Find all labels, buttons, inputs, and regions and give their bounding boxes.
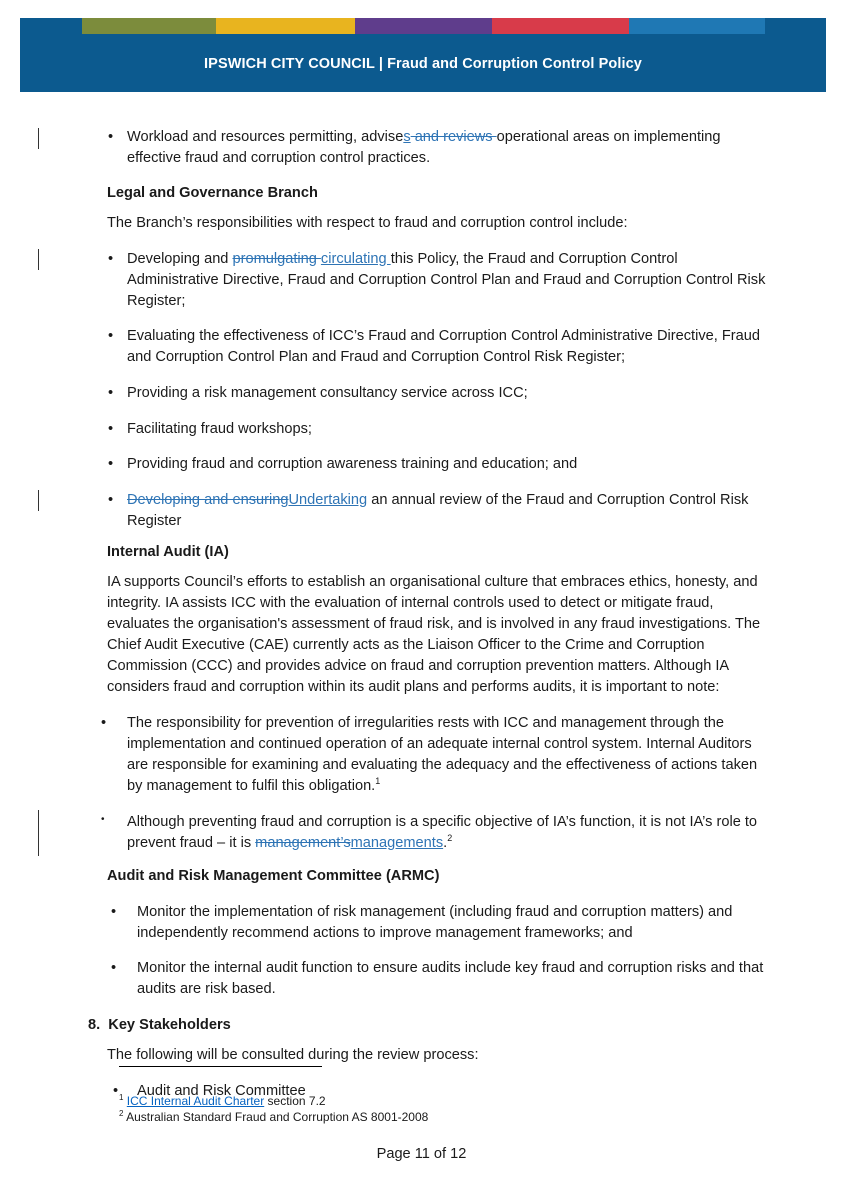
bullet-icon: • [101,714,107,731]
bullet-icon: • [108,250,114,267]
armc-bullet-2: • Monitor the internal audit function to ensure audits include key fraud and corruption risks and that audits are risk based. [111,960,764,998]
footnote-2: $^2$ Australian Standard Fraud and Corruption AS 8001-2008 [119,1109,429,1124]
header-color-strip-2 [216,18,355,34]
header-color-strip-5 [629,18,765,34]
change-bar [38,810,39,856]
ia-bullet-2: • Although preventing fraud and corruption is a specific objective of IA’s function, it is not IA’s role to prevent fraud – it is management’smanagements.$^2$ [0,812,843,854]
bullet-intro: • Workload and resources permitting, advises and reviews operational areas on implementing effective fraud and corruption control practices. [0,127,843,169]
legal-bullet-4: • Facilitating fraud workshops; [0,419,843,440]
bullet-icon: • [108,420,114,437]
stakeholders-intro: The following will be consulted during the review process: [107,1046,479,1063]
header-color-strip-1 [82,18,216,34]
bullet-icon: • [111,960,117,977]
bullet-icon: • [101,813,105,825]
legal-bullet-3: • Providing a risk management consultancy service across ICC; [0,383,843,404]
page-header [20,18,826,92]
footnote-ref-1[interactable]: 1 [375,776,381,787]
audit-charter-link[interactable]: ICC Internal Audit Charter [126,1094,265,1108]
page-number: Page 11 of 12 [376,1146,467,1162]
footnote-separator [119,1066,322,1067]
legal-bullet-1: • Developing and promulgating circulating this Policy, the Fraud and Corruption Control Administrative Directive, Fraud and Corruption Control Plan and Fraud and Corruption Control Risk Register; [0,249,843,312]
bullet-icon: • [108,491,114,508]
footnote-ref-2[interactable]: 2 [447,832,453,843]
ia-paragraph: IA supports Council’s efforts to establish an organisational culture that embraces ethics, honesty, and integrity. IA assists ICC with the evaluation of internal controls used to detect or mitigate fraud, evaluates the organisation's assessment of fraud risk, and is involved in any fraud investigations. The Chief Audit Executive (CAE) currently acts as the Liaison Officer to the Crime and Corruption Commission (CCC) and provides advice on fraud and corruption prevention matters. Although IA considers fraud and corruption within its audit plans and performs audits, it is important to note: [107,574,761,696]
bullet-icon: • [111,903,117,920]
stakeholders-bullet-1: • Audit and Risk Committee [0,1081,843,1102]
change-bar [38,128,39,149]
header-color-strip-4 [492,18,629,34]
change-bar [38,490,39,511]
bullet-icon: • [108,456,114,473]
header-color-strip-3 [355,18,492,34]
document-body [0,112,843,1116]
armc-heading: Audit and Risk Management Committee (ARMC) [107,868,440,885]
bullet-icon: • [108,328,114,345]
legal-bullet-6: • Developing and ensuringUndertaking an annual review of the Fraud and Corruption Control Risk Register [0,490,843,532]
legal-bullet-2: • Evaluating the effectiveness of ICC’s Fraud and Corruption Control Administrative Directive, Fraud and Corruption Control Plan and Fraud and Corruption Control Risk Register; [108,328,760,366]
bullet-icon: • [113,1082,119,1099]
section-8-heading: 8. Key Stakeholders [88,1016,231,1033]
ia-heading: Internal Audit (IA) [107,544,229,561]
legal-bullet-5: • Providing fraud and corruption awareness training and education; and [0,454,843,475]
bullet-icon: • [108,384,114,401]
armc-bullet-1: • Monitor the implementation of risk management (including fraud and corruption matters) and independently recommend actions to improve management frameworks; and [111,903,733,941]
footnote-1: $^1$ ICC Internal Audit Charter section 7.2 [119,1093,326,1108]
bullet-icon: • [108,128,114,145]
legal-intro: The Branch’s responsibilities with respect to fraud and corruption control include: [107,215,628,232]
header-title: IPSWICH CITY COUNCIL | Fraud and Corruption Control Policy [204,56,642,72]
legal-heading: Legal and Governance Branch [107,185,318,202]
change-bar [38,249,39,270]
ia-bullet-1: • The responsibility for prevention of irregularities rests with ICC and management through the implementation and continued operation of an adequate internal control system. Internal Auditors are responsible for examining and evaluating the adequacy and the effectiveness of actions taken by management to fulfil this obligation.$^1$ [101,714,758,794]
